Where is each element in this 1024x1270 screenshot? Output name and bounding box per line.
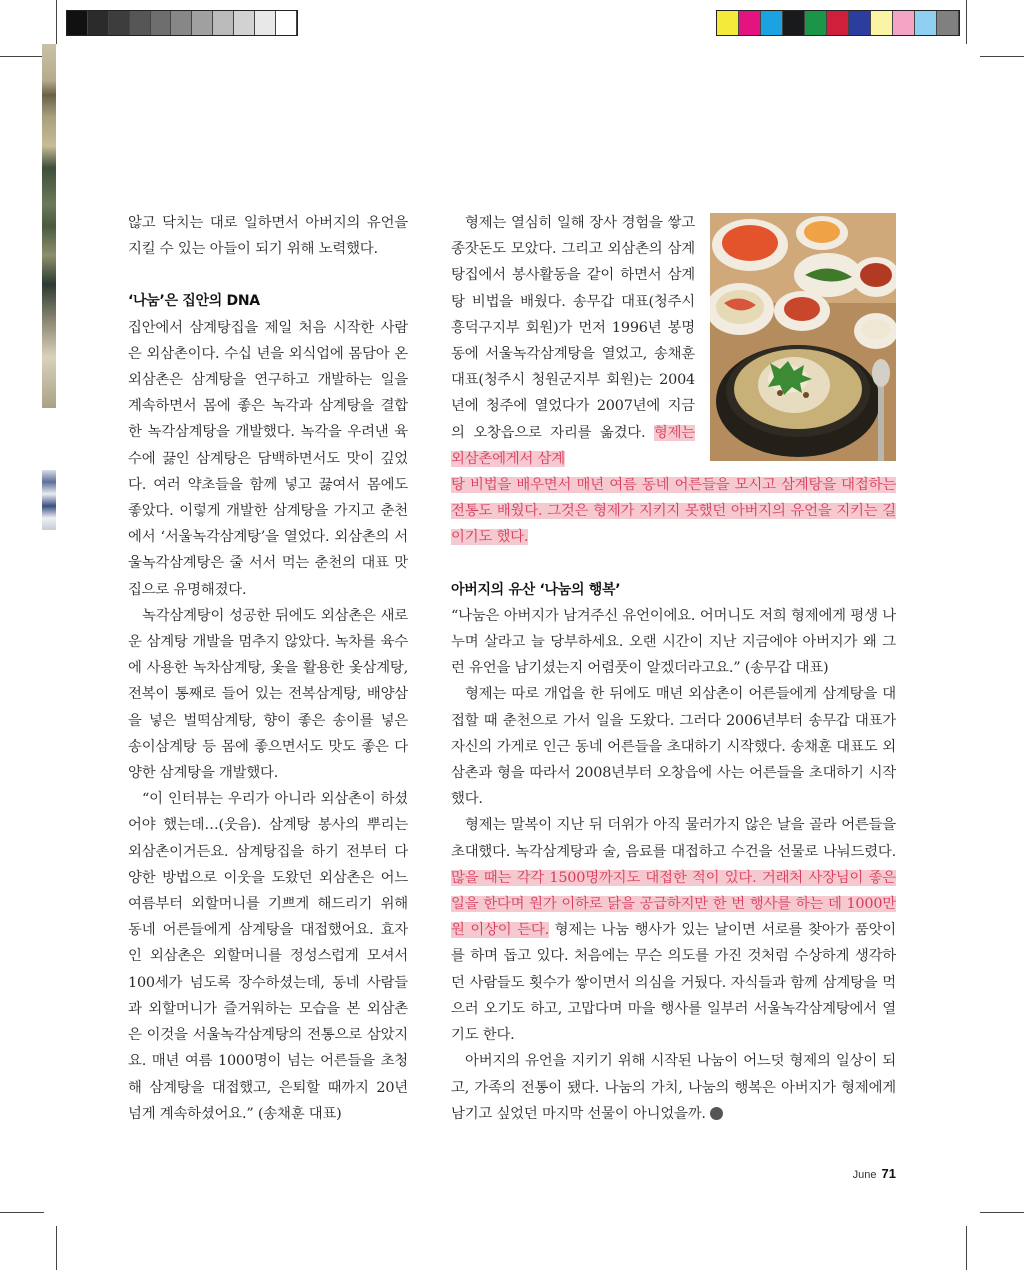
paragraph-text: 형제는 열심히 일해 장사 경험을 쌓고 종잣돈도 모았다. 그리고 외삼촌의 삼계탕집에서 봉사활동을 같이 하면서 삼계탕 비법을 배웠다. 송무갑 대표(청주시 흥덕구지부 회원)가 먼저 1996년 봉명동에 서울녹각삼계탕을 열었고, 송채훈 대표(청주시 청원군지부 회원)는 2004년에 청주에 열었다가 2007년에 지금의 오창읍으로 자리를 옮겼다.: [451, 215, 695, 441]
article-left-column: [128, 210, 408, 1127]
gray-swatch: [192, 11, 213, 35]
gray-swatch: [171, 11, 192, 35]
crop-mark: [0, 56, 44, 57]
paragraph-text: 형제는 말복이 지난 뒤 더위가 아직 물러가지 않은 날을 골라 어른들을 초대했다. 녹각삼계탕과 술, 음료를 대접하고 수건을 선물로 나눠드렸다.: [451, 817, 896, 860]
crop-mark: [56, 0, 57, 44]
paragraph: 않고 닥치는 대로 일하면서 아버지의 유언을 지킬 수 있는 아들이 되기 위해 노력했다.: [128, 215, 408, 258]
gray-swatch: [276, 11, 297, 35]
crop-mark: [980, 1212, 1024, 1213]
highlighted-text: 탕 비법을 배우면서 매년 여름 동네 어른들을 모시고 삼계탕을 대접하는 전통도 배웠다. 그것은 형제가 지키지 못했던 아버지의 유언을 지키는 길이기도 했다.: [451, 477, 896, 546]
folio-month: June: [852, 1169, 877, 1181]
color-swatch: [805, 11, 827, 35]
paragraph: 집안에서 삼계탕집을 제일 처음 시작한 사람은 외삼촌이다. 수십 년을 외식업에 몸담아 온 외삼촌은 삼계탕을 연구하고 개발하는 일을 계속하면서 몸에 좋은 녹각과 삼계탕을 결합한 녹각삼계탕을 개발했다. 녹각을 우려낸 육수에 끓인 삼계탕은 담백하면서도 맛이 깊었다. 여러 약초들을 함께 넣고 끓여서 몸에도 좋았다. 이렇게 개발한 삼계탕을 가지고 춘천에서 ‘서울녹각삼계탕’을 열었다. 외삼촌의 서울녹각삼계탕은 줄 서서 먹는 춘천의 대표 맛집으로 유명해졌다.: [128, 319, 408, 598]
gray-swatch: [67, 11, 88, 35]
page-number: 71: [881, 1166, 896, 1181]
end-mark-icon: f: [710, 1107, 723, 1120]
section-heading: 아버지의 유산 ‘나눔의 행복’: [451, 581, 621, 598]
page-folio: [853, 1166, 896, 1181]
crop-mark: [966, 1226, 967, 1270]
crop-mark: [56, 1226, 57, 1270]
paragraph: [451, 812, 896, 1048]
paragraph: [451, 210, 695, 472]
paragraph: “나눔은 아버지가 남겨주신 유언이에요. 어머니도 저희 형제에게 평생 나누며 살라고 늘 당부하세요. 오랜 시간이 지난 지금에야 아버지가 왜 그런 유언을 남기셨는지 어렴풋이 알겠더라고요.” (송무갑 대표): [451, 607, 896, 677]
gray-swatch: [88, 11, 109, 35]
color-swatch: [849, 11, 871, 35]
paragraph-text: 아버지의 유언을 지키기 위해 시작된 나눔이 어느덧 형제의 일상이 되고, 가족의 전통이 됐다. 나눔의 가치, 나눔의 행복은 아버지가 형제에게 남기고 싶었던 마지막 선물이 아니었을까.: [451, 1053, 896, 1122]
paragraph: 녹각삼계탕이 성공한 뒤에도 외삼촌은 새로운 삼계탕 개발을 멈추지 않았다. 녹차를 육수에 사용한 녹차삼계탕, 옻을 활용한 옻삼계탕, 전복이 통째로 들어 있는 전복삼계탕, 배양삼을 넣은 벌떡삼계탕, 향이 좋은 송이를 넣은 송이삼계탕 등 몸에 좋으면서도 맛도 좋은 다양한 삼계탕을 개발했다.: [128, 607, 408, 782]
gray-swatch: [213, 11, 234, 35]
color-swatch: [915, 11, 937, 35]
gray-swatch: [151, 11, 172, 35]
crop-mark: [0, 1212, 44, 1213]
color-swatch: [827, 11, 849, 35]
gray-swatch: [255, 11, 276, 35]
color-swatch: [783, 11, 805, 35]
paragraph: “이 인터뷰는 우리가 아니라 외삼촌이 하셨어야 했는데…(웃음). 삼계탕 봉사의 뿌리는 외삼촌이거든요. 삼계탕집을 하기 전부터 다양한 방법으로 이웃을 도왔던 외삼촌은 어느 여름부터 외할머니를 기쁘게 해드리기 위해 동네 어른들에게 삼계탕을 대접했어요. 효자인 외삼촌은 외할머니를 정성스럽게 모셔서 100세가 넘도록 장수하셨는데, 동네 사람들과 외할머니가 즐거워하는 모습을 본 외삼촌은 이것을 서울녹각삼계탕의 전통으로 삼았지요. 매년 여름 1000명이 넘는 어른들을 초청해 삼계탕을 대접했고, 은퇴할 때까지 20년 넘게 계속하셨어요.” (송채훈 대표): [128, 791, 408, 1122]
crop-mark: [966, 0, 967, 44]
section-heading: ‘나눔’은 집안의 DNA: [128, 293, 260, 310]
color-swatch: [761, 11, 783, 35]
gray-swatch: [130, 11, 151, 35]
color-swatch: [717, 11, 739, 35]
paragraph: [451, 1048, 896, 1127]
grayscale-calibration-bar: [66, 10, 298, 36]
highlighted-text: 많을 때는 각각 1500명까지도 대접한 적이 있다. 거래처 사장님이 좋은 일을 한다며 원가 이하로 닭을 공급하지만 한 번 행사를 하는 데 1000만 원 이상이 든다.: [451, 869, 896, 939]
color-calibration-bar: [716, 10, 960, 36]
highlighted-text: 형제는 외삼촌에게서 삼계: [451, 424, 695, 467]
facing-page-bleed: [42, 44, 56, 408]
facing-page-bleed: [42, 470, 56, 530]
paragraph: [451, 472, 896, 551]
paragraph-text: 형제는 나눔 행사가 있는 날이면 서로를 찾아가 품앗이를 하며 돕고 있다. 처음에는 무슨 의도를 가진 것처럼 수상하게 생각하던 사람들도 횟수가 쌓이면서 의심을 거뒀다. 자식들과 함께 삼계탕을 먹으러 오기도 하고, 고맙다며 마을 행사를 일부러 서울녹각삼계탕에서 열기도 한다.: [451, 922, 896, 1044]
color-swatch: [871, 11, 893, 35]
color-swatch: [893, 11, 915, 35]
crop-mark: [980, 56, 1024, 57]
gray-swatch: [109, 11, 130, 35]
gray-swatch: [234, 11, 255, 35]
article-right-column: [451, 210, 896, 1127]
paragraph: 형제는 따로 개업을 한 뒤에도 매년 외삼촌이 어른들에게 삼계탕을 대접할 때 춘천으로 가서 일을 도왔다. 그러다 2006년부터 송무갑 대표가 자신의 가게로 인근 동네 어른들을 초대하기 시작했다. 송채훈 대표도 외삼촌과 형을 따라서 2008년부터 오창읍에 사는 어른들을 초대하기 시작했다.: [451, 686, 896, 808]
color-swatch: [739, 11, 761, 35]
color-swatch: [937, 11, 959, 35]
